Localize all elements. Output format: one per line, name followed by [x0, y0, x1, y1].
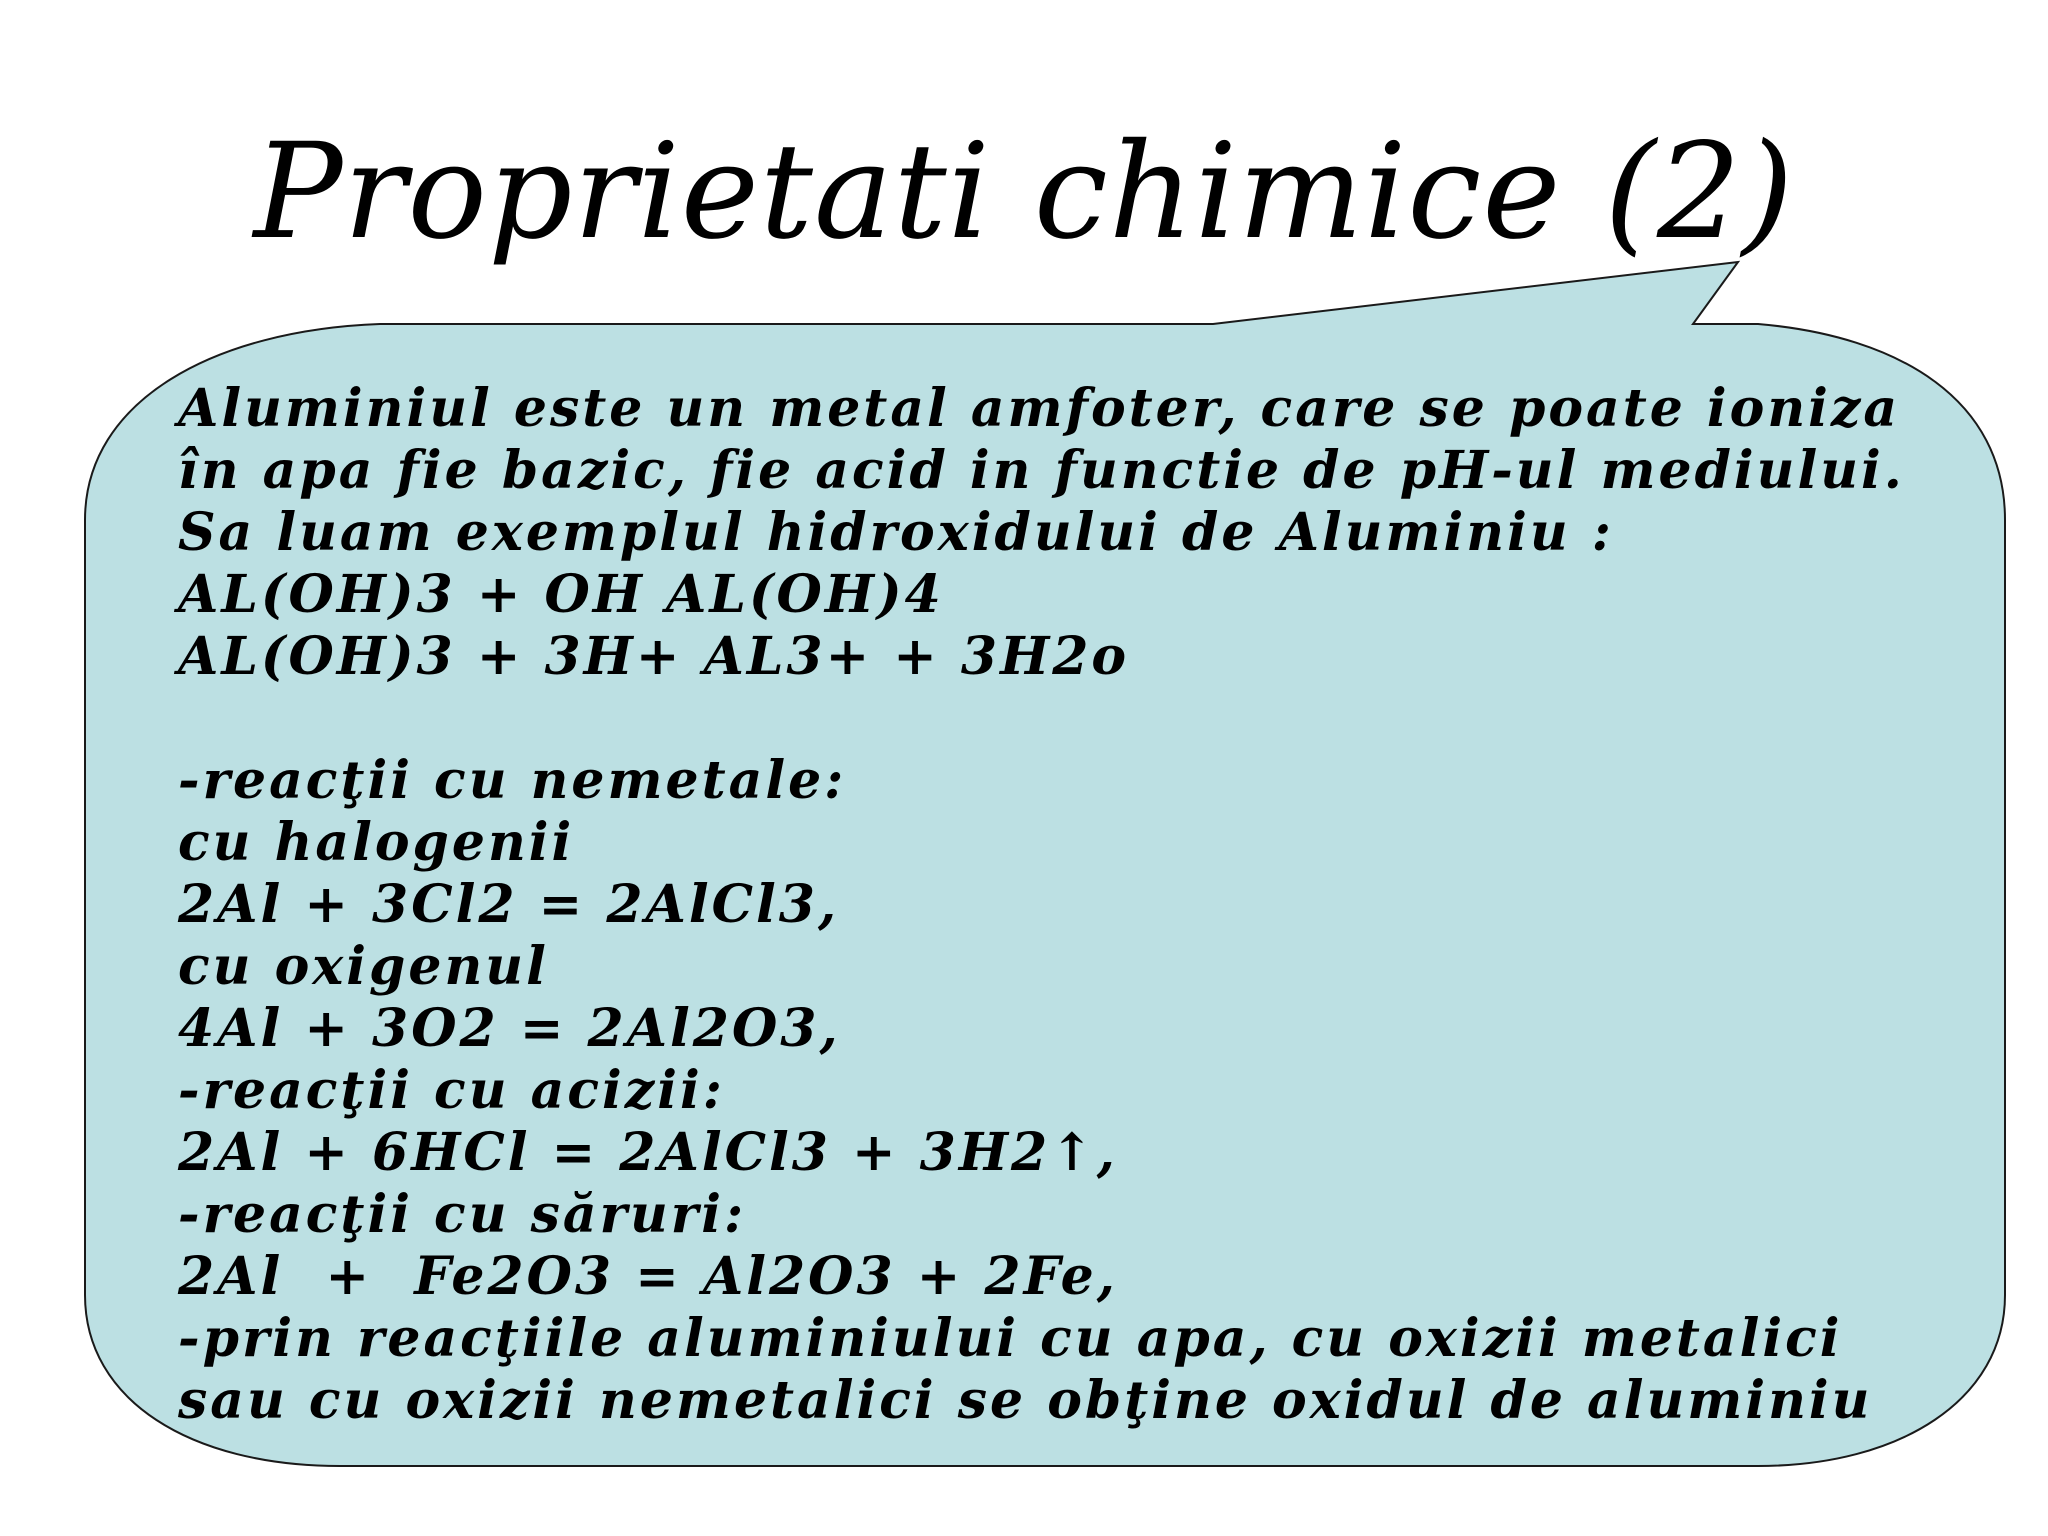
blank-line	[178, 688, 1918, 750]
text-line: AL(OH)3 + 3H+ AL3+ + 3H2o	[178, 626, 1130, 687]
text-line: 2Al + Fe2O3 = Al2O3 + 2Fe,	[178, 1246, 1118, 1307]
text-line: în apa fie bazic, fie acid in functie de pH-ul mediului.	[178, 440, 1905, 501]
text-line: 4Al + 3O2 = 2Al2O3,	[178, 998, 841, 1059]
bubble-text	[178, 378, 1918, 1432]
text-line: -reacţii cu nemetale:	[178, 750, 847, 811]
text-line: cu oxigenul	[178, 936, 549, 997]
text-line: sau cu oxizii nemetalici se obţine oxidul de aluminiu	[178, 1370, 1873, 1431]
text-line: Aluminiul este un metal amfoter, care se poate ioniza	[178, 378, 1901, 439]
text-line: AL(OH)3 + OH AL(OH)4	[178, 564, 944, 625]
text-line: cu halogenii	[178, 812, 575, 873]
text-line: 2Al + 3Cl2 = 2AlCl3,	[178, 874, 840, 935]
slide-title: Proprietati chimice (2)	[253, 115, 1795, 269]
text-line: -reacţii cu acizii:	[178, 1060, 725, 1121]
text-line: 2Al + 6HCl = 2AlCl3 + 3H2↑,	[178, 1122, 1118, 1183]
text-line: -prin reacţiile aluminiului cu apa, cu oxizii metalici	[178, 1308, 1843, 1369]
text-line: -reacţii cu săruri:	[178, 1184, 747, 1245]
text-line: Sa luam exemplul hidroxidului de Aluminiu :	[178, 502, 1614, 563]
